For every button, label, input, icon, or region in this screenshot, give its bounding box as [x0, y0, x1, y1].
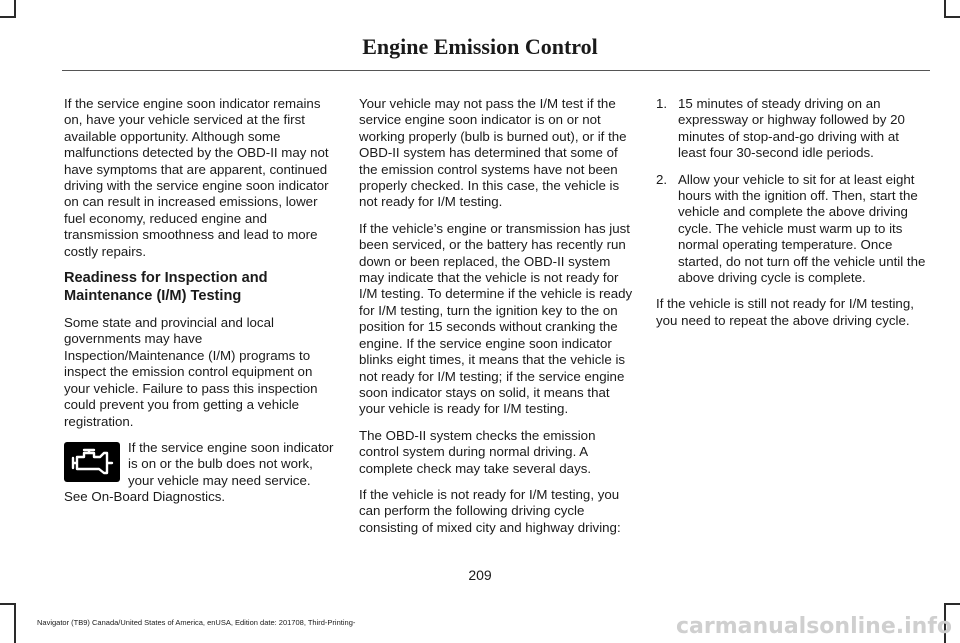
- driving-cycle-steps: [656, 96, 930, 286]
- paragraph: Some state and provincial and local governments may have Inspection/Maintenance (I/M) programs to inspect the emission control equipment on your vehicle. Failure to pass this inspection could prevent you from getting a vehicle registration.: [64, 315, 318, 429]
- step-text: 15 minutes of steady driving on an expressway or highway followed by 20 minutes of stop-and-go driving with at least four 30-second idle periods.: [678, 96, 905, 161]
- footer-text: Navigator (TB9) Canada/United States of America, enUSA, Edition date: 201708, Third-Printing-: [37, 618, 356, 627]
- indicator-note: [64, 440, 338, 489]
- header-divider: [62, 70, 930, 71]
- paragraph: Your vehicle may not pass the I/M test if the service engine soon indicator is on or not working properly (bulb is burned out), or if the OBD-II system has determined that some of the emission control systems have not been properly checked. In this case, the vehicle is not ready for I/M testing.: [359, 96, 627, 210]
- column-left: [64, 96, 338, 516]
- step-number: 2.: [656, 171, 668, 187]
- crop-mark: [0, 603, 16, 605]
- page-title: Engine Emission Control: [362, 34, 598, 59]
- list-item: [656, 172, 930, 287]
- step-number: 1.: [656, 96, 668, 111]
- column-right: [656, 96, 930, 339]
- paragraph: If the vehicle is not ready for I/M testing, you can perform the following driving cycle consisting of mixed city and highway driving:: [359, 486, 621, 535]
- crop-mark: [14, 603, 16, 643]
- paragraph: If the vehicle’s engine or transmission has just been serviced, or the battery has recently run down or been replaced, the OBD-II system may indicate that the vehicle is not ready for I/M testing. To determine if the vehicle is ready for I/M testing, turn the ignition key to the on position for 15 seconds without cranking the engine. If the service engine soon indicator blinks eight times, it means that the vehicle is not ready for I/M testing; if the service engine soon indicator stays on solid, it means that your vehicle is ready for I/M testing.: [359, 220, 633, 417]
- check-engine-icon: [64, 442, 120, 482]
- cross-reference: See On-Board Diagnostics.: [64, 489, 226, 505]
- crop-mark: [944, 603, 960, 605]
- column-middle: [359, 96, 633, 546]
- section-heading: Readiness for Inspection and Maintenance (I/M) Testing: [64, 270, 268, 304]
- watermark-logo: carmanualsonline.info: [676, 614, 952, 639]
- step-text: Allow your vehicle to sit for at least eight hours with the ignition off. Then, start the vehicle and complete the above driving cycle. The vehicle must warm up to its normal operating temperature. Once started, do not turn off the vehicle until the above driving cycle is complete.: [678, 171, 926, 286]
- page-number: 209: [468, 567, 492, 583]
- paragraph: If the vehicle is still not ready for I/M testing, you need to repeat the above driving cycle.: [656, 296, 914, 328]
- paragraph: The OBD-II system checks the emission control system during normal driving. A complete check may take several days.: [359, 427, 596, 476]
- crop-mark: [944, 16, 960, 18]
- paragraph: If the service engine soon indicator remains on, have your vehicle serviced at the first available opportunity. Although some malfunctions detected by the OBD-II may not have symptoms that are apparent, continued driving with the service engine soon indicator on can result in increased emissions, lower fuel economy, reduced engine and transmission smoothness and lead to more costly repairs.: [64, 96, 329, 259]
- indicator-text: If the service engine soon indicator is on or the bulb does not work, your vehicle may need service.: [128, 439, 334, 488]
- crop-mark: [0, 16, 16, 18]
- list-item: [656, 96, 930, 162]
